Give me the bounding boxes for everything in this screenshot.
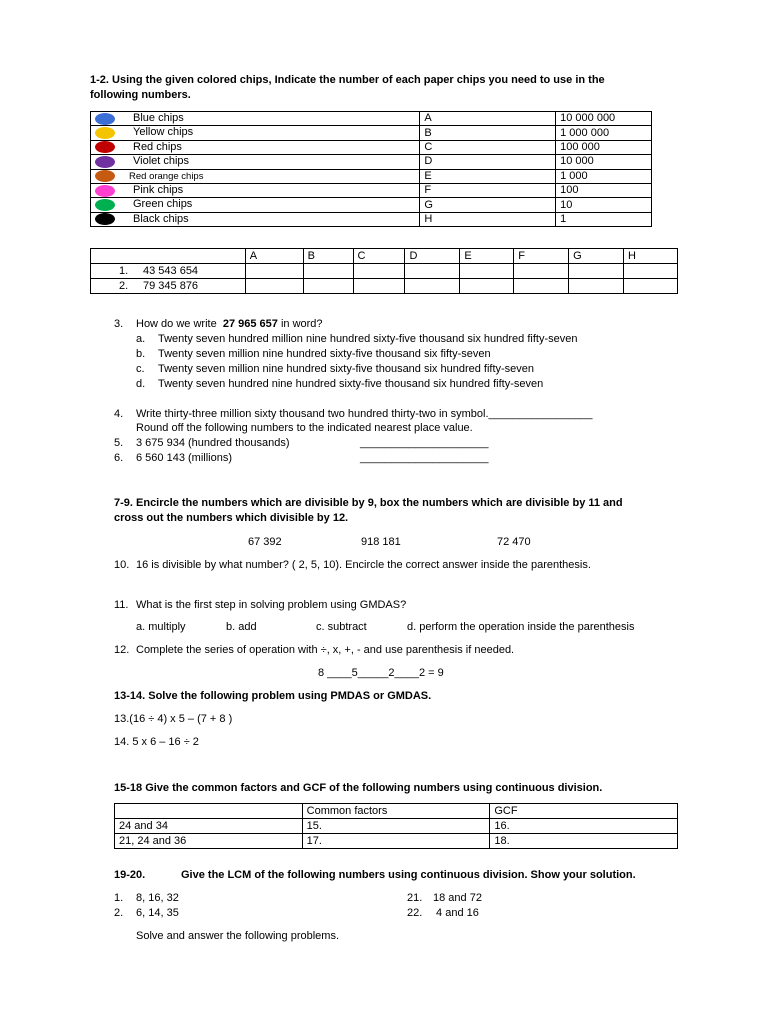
chip-color-icon bbox=[95, 113, 115, 125]
chip-name-cell bbox=[91, 126, 420, 140]
q3-text: How do we write bbox=[136, 318, 217, 330]
q3-option-a[interactable] bbox=[136, 333, 577, 345]
chip-value: 1 000 000 bbox=[556, 126, 652, 140]
chip-value: 10 000 bbox=[556, 155, 652, 169]
lcm-item-2-text: 6, 14, 35 bbox=[136, 907, 179, 919]
q3-option-text: Twenty seven hundred nine hundred sixty-five thousand six hundred fifty-seven bbox=[158, 378, 544, 390]
pv-row-value: 43 543 654 bbox=[143, 265, 199, 277]
chip-value: 100 bbox=[556, 184, 652, 198]
q6-text: 6 560 143 (millions) bbox=[136, 452, 232, 464]
q3-num: 3. bbox=[114, 318, 124, 330]
chip-name: Red chips bbox=[133, 140, 182, 153]
pv-answer-cell-d[interactable] bbox=[405, 264, 460, 279]
chip-row bbox=[91, 212, 652, 226]
q5-text: 3 675 934 (hundred thousands) bbox=[136, 437, 290, 449]
q13-14-title: 13-14. Solve the following problem using PMDAS or GMDAS. bbox=[114, 690, 432, 702]
pv-row bbox=[91, 279, 678, 294]
q7-9-line1: 7-9. Encircle the numbers which are divisible by 9, box the numbers which are divisible by 11 and bbox=[114, 497, 623, 509]
chip-letter: F bbox=[420, 184, 556, 198]
chip-name-cell bbox=[91, 198, 420, 212]
pv-answer-cell-g[interactable] bbox=[569, 264, 624, 279]
q10-text: 16 is divisible by what number? ( 2, 5, 10). Encircle the correct answer inside the parenthesis. bbox=[136, 559, 591, 571]
q4-question bbox=[114, 408, 593, 420]
q3-option-text: Twenty seven million nine hundred sixty-five thousand six hundred fifty-seven bbox=[158, 363, 535, 375]
chip-row bbox=[91, 140, 652, 154]
q4-num: 4. bbox=[114, 408, 124, 420]
q11-question bbox=[114, 599, 406, 611]
chip-letter: C bbox=[420, 140, 556, 154]
chip-row bbox=[91, 169, 652, 183]
gcf-row-2-gcf[interactable]: 18. bbox=[490, 834, 678, 849]
pv-row bbox=[91, 264, 678, 279]
q19-20-title: Give the LCM of the following numbers using continuous division. Show your solution. bbox=[181, 869, 636, 881]
q6-num: 6. bbox=[114, 452, 124, 464]
q13-problem: 13.(16 ÷ 4) x 5 – (7 + 8 ) bbox=[114, 713, 233, 725]
q12-question bbox=[114, 644, 514, 656]
lcm-item-1-num: 1. bbox=[114, 892, 124, 904]
q12-text: Complete the series of operation with ÷, x, +, - and use parenthesis if needed. bbox=[136, 644, 515, 656]
chip-name-cell bbox=[91, 140, 420, 154]
q10-question bbox=[114, 559, 591, 571]
chip-name: Pink chips bbox=[133, 184, 184, 197]
q3-option-letter: d. bbox=[136, 378, 146, 390]
chip-row bbox=[91, 184, 652, 198]
q11-num: 11. bbox=[114, 599, 129, 611]
q6-answer-blank[interactable]: _____________________ bbox=[360, 452, 489, 464]
q7-9-line2: cross out the numbers which divisible by 12. bbox=[114, 512, 349, 524]
q4-text: Write thirty-three million sixty thousand two hundred thirty-two in symbol._________________ bbox=[136, 408, 593, 420]
q15-18-title: 15-18 Give the common factors and GCF of the following numbers using continuous division. bbox=[114, 782, 603, 794]
pv-answer-cell-h[interactable] bbox=[624, 279, 678, 294]
pv-row-number bbox=[91, 264, 246, 279]
chip-name: Black chips bbox=[133, 212, 189, 225]
q11-option-d[interactable]: d. perform the operation inside the parenthesis bbox=[407, 621, 635, 633]
pv-answer-cell-f[interactable] bbox=[514, 279, 569, 294]
chip-name-cell bbox=[91, 169, 420, 183]
gcf-row-2-numbers: 21, 24 and 36 bbox=[115, 834, 303, 849]
q3-text-end: in word? bbox=[280, 318, 323, 330]
q11-option-a[interactable]: a. multiply bbox=[136, 621, 186, 633]
pv-answer-cell-e[interactable] bbox=[460, 264, 514, 279]
lcm-item-22-num: 22. bbox=[407, 907, 423, 919]
chip-letter: H bbox=[420, 212, 556, 226]
pv-header-e: E bbox=[460, 249, 514, 264]
q7-9-number-2[interactable]: 918 181 bbox=[361, 536, 401, 548]
pv-header-c: C bbox=[353, 249, 405, 264]
chip-row bbox=[91, 112, 652, 126]
q6-question bbox=[114, 452, 232, 464]
pv-row-index: 1. bbox=[119, 265, 129, 277]
chip-value: 1 000 bbox=[556, 169, 652, 183]
chip-value: 1 bbox=[556, 212, 652, 226]
pv-answer-cell-f[interactable] bbox=[514, 264, 569, 279]
pv-answer-cell-a[interactable] bbox=[245, 264, 303, 279]
q14-problem: 14. 5 x 6 – 16 ÷ 2 bbox=[114, 736, 199, 748]
pv-header-blank bbox=[91, 249, 246, 264]
q11-option-c[interactable]: c. subtract bbox=[316, 621, 367, 633]
pv-header-h: H bbox=[624, 249, 678, 264]
q1-2-title-line1: 1-2. Using the given colored chips, Indicate the number of each paper chips you need to use in the bbox=[90, 74, 605, 86]
q12-series[interactable]: 8 ____5_____2____2 = 9 bbox=[318, 667, 444, 679]
q11-option-b[interactable]: b. add bbox=[226, 621, 257, 633]
q3-option-letter: c. bbox=[136, 363, 145, 375]
chip-color-icon bbox=[95, 170, 115, 182]
lcm-item-21-text: 18 and 72 bbox=[433, 892, 482, 904]
chip-name: Yellow chips bbox=[133, 126, 194, 139]
lcm-item-21 bbox=[407, 892, 482, 904]
q3-option-text: Twenty seven hundred million nine hundred sixty-five thousand six hundred fifty-seven bbox=[158, 333, 578, 345]
gcf-header-common-factors: Common factors bbox=[302, 804, 490, 819]
chip-name: Blue chips bbox=[133, 112, 184, 124]
chip-letter: E bbox=[420, 169, 556, 183]
q3-option-c[interactable] bbox=[136, 363, 534, 375]
q10-num: 10. bbox=[114, 559, 130, 571]
chip-letter: D bbox=[420, 155, 556, 169]
q5-num: 5. bbox=[114, 437, 124, 449]
pv-header-g: G bbox=[569, 249, 624, 264]
q3-option-d[interactable] bbox=[136, 378, 543, 390]
pv-answer-cell-b[interactable] bbox=[303, 279, 353, 294]
q3-question bbox=[114, 318, 323, 330]
lcm-item-21-num: 21. bbox=[407, 892, 423, 904]
gcf-row-1-common-factors[interactable]: 15. bbox=[302, 819, 490, 834]
q7-9-number-1[interactable]: 67 392 bbox=[248, 536, 282, 548]
q3-option-letter: b. bbox=[136, 348, 146, 360]
chip-letter: G bbox=[420, 198, 556, 212]
pv-answer-cell-c[interactable] bbox=[353, 264, 405, 279]
chips-table bbox=[90, 111, 652, 227]
pv-answer-cell-c[interactable] bbox=[353, 279, 405, 294]
chip-color-icon bbox=[95, 213, 115, 225]
gcf-row-1-numbers: 24 and 34 bbox=[115, 819, 303, 834]
chip-name-cell bbox=[91, 184, 420, 198]
q3-number: 27 965 657 bbox=[222, 318, 278, 330]
pv-answer-cell-e[interactable] bbox=[460, 279, 514, 294]
pv-answer-cell-h[interactable] bbox=[624, 264, 678, 279]
q19-20-num: 19-20. bbox=[114, 869, 146, 881]
chip-color-icon bbox=[95, 199, 115, 211]
chip-color-icon bbox=[95, 127, 115, 139]
gcf-table bbox=[114, 803, 678, 849]
chip-value: 10 000 000 bbox=[556, 112, 652, 126]
chip-value: 100 000 bbox=[556, 140, 652, 154]
chip-color-icon bbox=[95, 156, 115, 168]
gcf-row-2-common-factors[interactable]: 17. bbox=[302, 834, 490, 849]
gcf-header-gcf: GCF bbox=[490, 804, 678, 819]
solve-instruction: Solve and answer the following problems. bbox=[136, 930, 340, 942]
chip-value: 10 bbox=[556, 198, 652, 212]
pv-header-b: B bbox=[303, 249, 353, 264]
q3-option-text: Twenty seven million nine hundred sixty-five thousand six fifty-seven bbox=[158, 348, 491, 360]
lcm-item-22 bbox=[407, 907, 479, 919]
q4-round-instruction: Round off the following numbers to the indicated nearest place value. bbox=[136, 422, 473, 434]
q11-text: What is the first step in solving problem using GMDAS? bbox=[136, 599, 407, 611]
chip-name: Violet chips bbox=[133, 155, 190, 168]
q3-option-b[interactable] bbox=[136, 348, 491, 360]
chip-row bbox=[91, 198, 652, 212]
pv-row-value: 79 345 876 bbox=[143, 280, 199, 292]
q1-2-title-line2: following numbers. bbox=[90, 89, 191, 101]
chip-color-icon bbox=[95, 185, 115, 197]
q3-option-letter: a. bbox=[136, 333, 146, 345]
gcf-row-1-gcf[interactable]: 16. bbox=[490, 819, 678, 834]
chip-name: Green chips bbox=[133, 198, 193, 211]
pv-header-a: A bbox=[245, 249, 303, 264]
q5-answer-blank[interactable]: _____________________ bbox=[360, 437, 489, 449]
chip-name-cell bbox=[91, 212, 420, 226]
gcf-header-blank bbox=[115, 804, 303, 819]
lcm-item-2 bbox=[114, 907, 179, 919]
place-value-table bbox=[90, 248, 678, 294]
pv-answer-cell-a[interactable] bbox=[245, 279, 303, 294]
pv-row-index: 2. bbox=[119, 280, 129, 292]
chip-row bbox=[91, 126, 652, 140]
lcm-item-22-text: 4 and 16 bbox=[433, 907, 479, 919]
pv-header-f: F bbox=[514, 249, 569, 264]
chip-letter: B bbox=[420, 126, 556, 140]
chip-color-icon bbox=[95, 141, 115, 153]
chip-letter: A bbox=[420, 112, 556, 126]
pv-answer-cell-d[interactable] bbox=[405, 279, 460, 294]
chip-name: Red orange chips bbox=[129, 170, 204, 182]
lcm-item-1 bbox=[114, 892, 179, 904]
chip-name-cell bbox=[91, 155, 420, 169]
chip-row bbox=[91, 155, 652, 169]
pv-answer-cell-g[interactable] bbox=[569, 279, 624, 294]
pv-header-d: D bbox=[405, 249, 460, 264]
q5-question bbox=[114, 437, 290, 449]
lcm-item-2-num: 2. bbox=[114, 907, 124, 919]
lcm-item-1-text: 8, 16, 32 bbox=[136, 892, 179, 904]
chip-name-cell bbox=[91, 112, 420, 126]
pv-answer-cell-b[interactable] bbox=[303, 264, 353, 279]
q12-num: 12. bbox=[114, 644, 130, 656]
q7-9-number-3[interactable]: 72 470 bbox=[497, 536, 531, 548]
pv-row-number bbox=[91, 279, 246, 294]
